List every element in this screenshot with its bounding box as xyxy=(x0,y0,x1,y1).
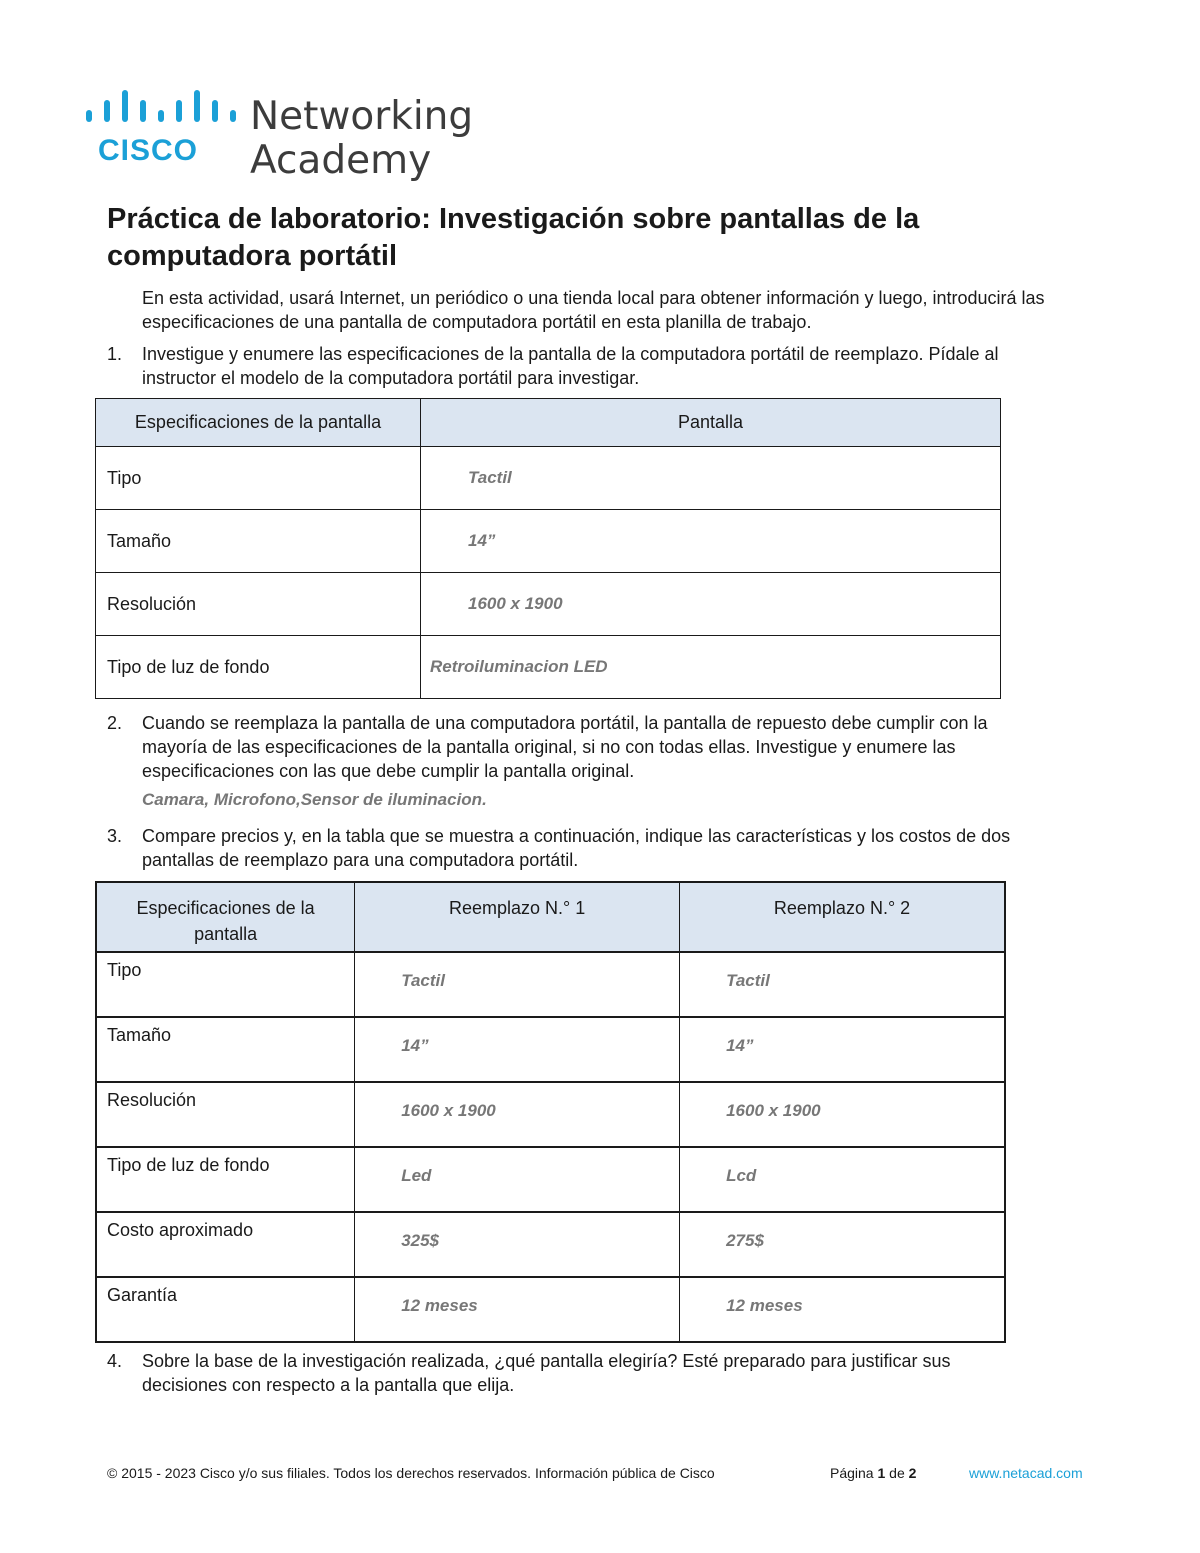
table1-value[interactable]: Tactil xyxy=(468,468,512,487)
page-title: Práctica de laboratorio: Investigación sobre pantallas de la computadora portátil xyxy=(107,203,920,272)
table1-header-display: Pantalla xyxy=(421,399,1001,447)
step-4-line-1: Sobre la base de la investigación realizada, ¿qué pantalla elegiría? Esté preparado para justificar sus xyxy=(142,1351,951,1371)
step-1-line-2: instructor el modelo de la computadora portátil para investigar. xyxy=(142,368,640,388)
cisco-networking-academy-logo xyxy=(84,88,484,183)
table2-r1-value[interactable]: 12 meses xyxy=(401,1296,478,1315)
logo-networking-text: Networking xyxy=(250,94,474,139)
table-row xyxy=(96,573,1001,636)
table2-r2-value[interactable]: 12 meses xyxy=(726,1296,803,1315)
step-2-answer[interactable]: Camara, Microfono,Sensor de iluminacion. xyxy=(142,790,487,809)
table-row xyxy=(96,636,1001,699)
table2-label: Garantía xyxy=(96,1277,355,1342)
table2-r2-value[interactable]: Tactil xyxy=(726,971,770,990)
table-row xyxy=(96,1082,1005,1147)
table2-r2-value[interactable]: Lcd xyxy=(726,1166,757,1185)
table2-label: Tipo xyxy=(96,952,355,1017)
footer-page-number: Página 1 de 2 xyxy=(830,1465,917,1481)
table2-r1-value[interactable]: 14” xyxy=(401,1036,429,1055)
table1-value[interactable]: Retroiluminacion LED xyxy=(430,657,608,676)
table2-r2-value[interactable]: 1600 x 1900 xyxy=(726,1101,821,1120)
table1-label: Tipo xyxy=(96,447,421,510)
table-row xyxy=(96,447,1001,510)
table-row xyxy=(96,1017,1005,1082)
logo-academy-text: Academy xyxy=(250,138,432,183)
table2-label: Tipo de luz de fondo xyxy=(96,1147,355,1212)
replacement-comparison-table xyxy=(95,881,1006,1343)
table-row xyxy=(96,510,1001,573)
netacad-link[interactable]: www.netacad.com xyxy=(969,1465,1083,1481)
table-row xyxy=(96,952,1005,1017)
step-2-line-2: mayoría de las especificaciones de la pantalla original, si no con todas ellas. Investigue y enumere las xyxy=(142,737,956,757)
table2-r1-value[interactable]: 325$ xyxy=(401,1231,440,1250)
table2-label: Costo aproximado xyxy=(96,1212,355,1277)
table2-label: Tamaño xyxy=(96,1017,355,1082)
cisco-bars-icon xyxy=(84,88,244,134)
table-row xyxy=(96,1277,1005,1342)
display-specs-table xyxy=(95,398,1001,699)
table2-r2-value[interactable]: 275$ xyxy=(726,1231,764,1250)
table1-header-spec: Especificaciones de la pantalla xyxy=(96,399,421,447)
intro-paragraph: En esta actividad, usará Internet, un periódico o una tienda local para obtener información y luego, introducirá las especificaciones de una pantalla de computadora portátil en esta planilla de trabajo. xyxy=(142,288,1045,332)
table-row xyxy=(96,1147,1005,1212)
table2-header-r2: Reemplazo N.° 2 xyxy=(680,882,1005,952)
step-2-line-3: especificaciones con las que debe cumplir la pantalla original. xyxy=(142,761,635,781)
step-4-line-2: decisiones con respecto a la pantalla que elija. xyxy=(142,1375,515,1395)
table1-label: Resolución xyxy=(96,573,421,636)
step-3-line-1: Compare precios y, en la tabla que se muestra a continuación, indique las características y los costos de dos xyxy=(142,826,1011,846)
table1-value[interactable]: 1600 x 1900 xyxy=(468,594,563,613)
step-3-line-2: pantallas de reemplazo para una computadora portátil. xyxy=(142,850,579,870)
table2-label: Resolución xyxy=(96,1082,355,1147)
table2-header-r1: Reemplazo N.° 1 xyxy=(355,882,680,952)
table1-value[interactable]: 14” xyxy=(468,531,496,550)
table2-r1-value[interactable]: 1600 x 1900 xyxy=(401,1101,496,1120)
table2-r2-value[interactable]: 14” xyxy=(726,1036,754,1055)
table2-header-spec: Especificaciones de la pantalla xyxy=(96,882,355,952)
step-1-line-1: Investigue y enumere las especificaciones de la pantalla de la computadora portátil de reemplazo. Pídale al xyxy=(142,344,999,364)
table-row xyxy=(96,1212,1005,1277)
table2-r1-value[interactable]: Tactil xyxy=(401,971,445,990)
footer-copyright: © 2015 - 2023 Cisco y/o sus filiales. Todos los derechos reservados. Información pública de Cisco xyxy=(107,1465,715,1481)
table2-r1-value[interactable]: Led xyxy=(401,1166,432,1185)
table1-label: Tipo de luz de fondo xyxy=(96,636,421,699)
cisco-wordmark: CISCO xyxy=(98,134,199,167)
table1-label: Tamaño xyxy=(96,510,421,573)
step-2-line-1: Cuando se reemplaza la pantalla de una computadora portátil, la pantalla de repuesto debe cumplir con la xyxy=(142,713,988,733)
